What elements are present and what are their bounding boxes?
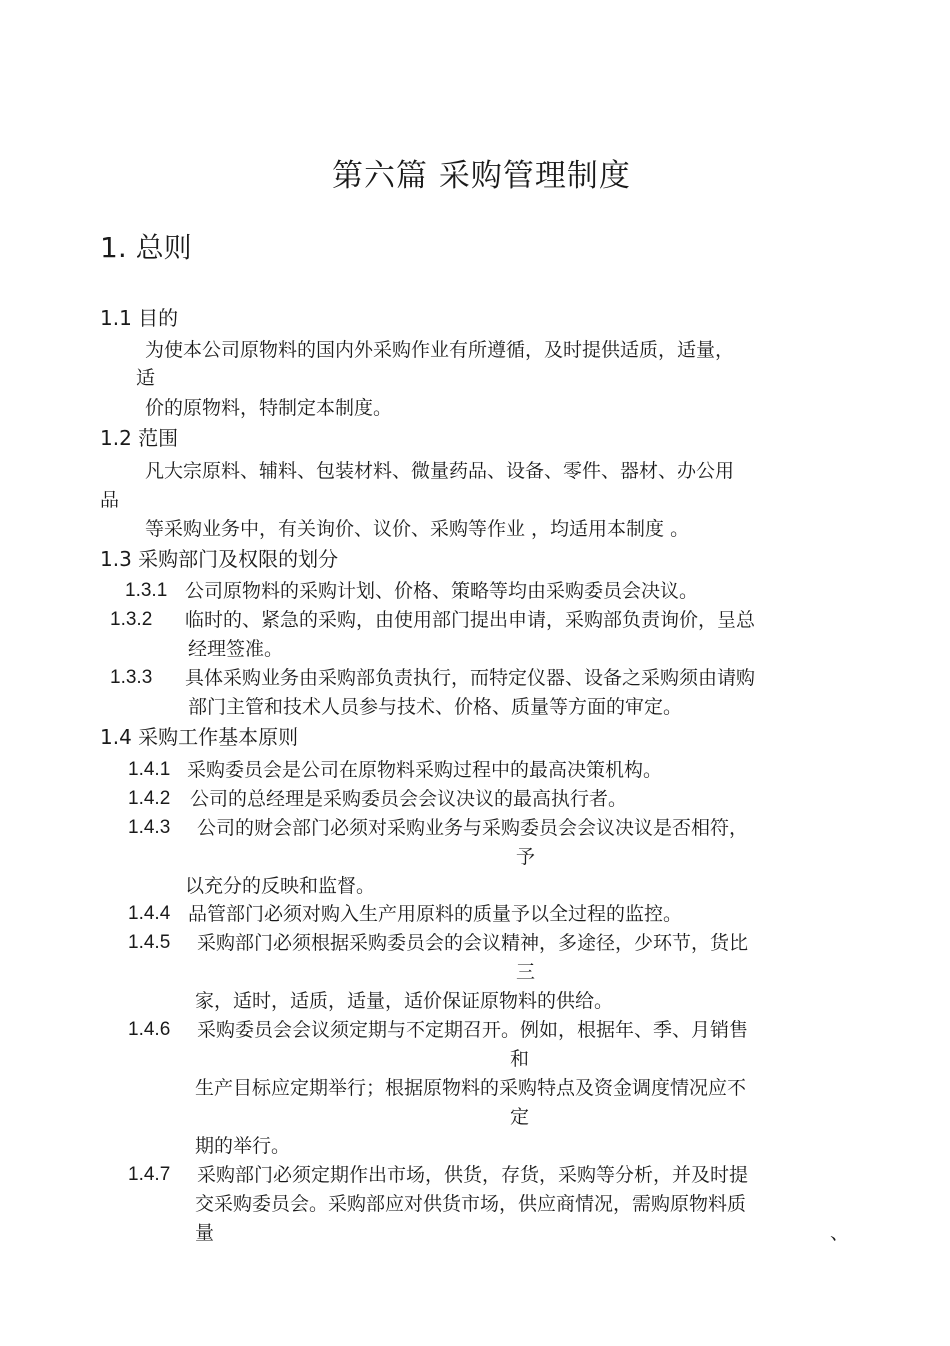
item-number: 1.4.3 — [128, 817, 171, 838]
section-heading-1-2: 1.2 范围 — [100, 426, 179, 450]
item-text: 量 — [195, 1222, 215, 1244]
paragraph-line: 价的原物料，特制定本制度。 — [145, 397, 393, 419]
item-text: 具体采购业务由采购部负责执行，而特定仪器、设备之采购须由请购 — [185, 667, 756, 689]
paragraph-line: 等采购业务中，有关询价、议价、采购等作业 ，均适用本制度 。 — [145, 518, 690, 540]
item-number: 1.3.1 — [125, 580, 168, 601]
item-text: 经理签准。 — [188, 638, 284, 660]
paragraph-line: 品 — [100, 489, 120, 511]
paragraph-line: 适 — [136, 367, 156, 389]
item-text: 品管部门必须对购入生产用原料的质量予以全过程的监控。 — [188, 903, 683, 925]
item-text: 期的举行。 — [195, 1135, 291, 1157]
item-text: 予 — [516, 846, 536, 868]
item-text: 临时的、紧急的采购，由使用部门提出申请，采购部负责询价，呈总 — [185, 609, 756, 631]
item-text: 三 — [516, 961, 536, 983]
item-number: 1.3.3 — [110, 667, 153, 688]
item-text: 定 — [510, 1106, 530, 1128]
section-heading-1-4: 1.4 采购工作基本原则 — [100, 725, 299, 749]
item-text: 部门主管和技术人员参与技术、价格、质量等方面的审定。 — [188, 696, 683, 718]
item-text: 采购委员会会议须定期与不定期召开。例如，根据年、季、月销售 — [197, 1019, 749, 1041]
paragraph-line: 凡大宗原料、辅料、包装材料、微量药品、设备、零件、器材、办公用 — [145, 460, 735, 482]
page-title: 第六篇 采购管理制度 — [332, 158, 631, 194]
item-number: 1.4.6 — [128, 1019, 171, 1040]
item-number: 1.4.4 — [128, 903, 171, 924]
chapter-heading: 1. 总则 — [100, 231, 192, 264]
item-text: 生产目标应定期举行；根据原物料的采购特点及资金调度情况应不 — [195, 1077, 747, 1099]
item-text: 采购部门必须根据采购委员会的会议精神，多途径，少环节，货比 — [197, 932, 749, 954]
item-text: 采购部门必须定期作出市场，供货，存货，采购等分析，并及时提 — [197, 1164, 749, 1186]
item-text: 公司的财会部门必须对采购业务与采购委员会会议决议是否相符， — [197, 817, 749, 839]
item-number: 1.4.7 — [128, 1164, 171, 1185]
item-number: 1.4.5 — [128, 932, 171, 953]
item-text: 公司原物料的采购计划、价格、策略等均由采购委员会决议。 — [185, 580, 699, 602]
item-number: 1.4.2 — [128, 788, 171, 809]
item-text: 以充分的反映和监督。 — [185, 875, 376, 897]
item-text: 公司的总经理是采购委员会会议决议的最高执行者。 — [190, 788, 628, 810]
section-heading-1-3: 1.3 采购部门及权限的划分 — [100, 547, 339, 571]
item-number: 1.3.2 — [110, 609, 153, 630]
item-text: 家，适时，适质，适量，适价保证原物料的供给。 — [195, 990, 614, 1012]
item-text: 、 — [830, 1222, 850, 1244]
item-number: 1.4.1 — [128, 759, 171, 780]
section-heading-1-1: 1.1 目的 — [100, 306, 179, 330]
item-text: 交采购委员会。采购部应对供货市场，供应商情况，需购原物料质 — [195, 1193, 747, 1215]
item-text: 和 — [510, 1048, 530, 1070]
item-text: 采购委员会是公司在原物料采购过程中的最高决策机构。 — [187, 759, 663, 781]
paragraph-line: 为使本公司原物料的国内外采购作业有所遵循，及时提供适质，适量， — [145, 339, 735, 361]
